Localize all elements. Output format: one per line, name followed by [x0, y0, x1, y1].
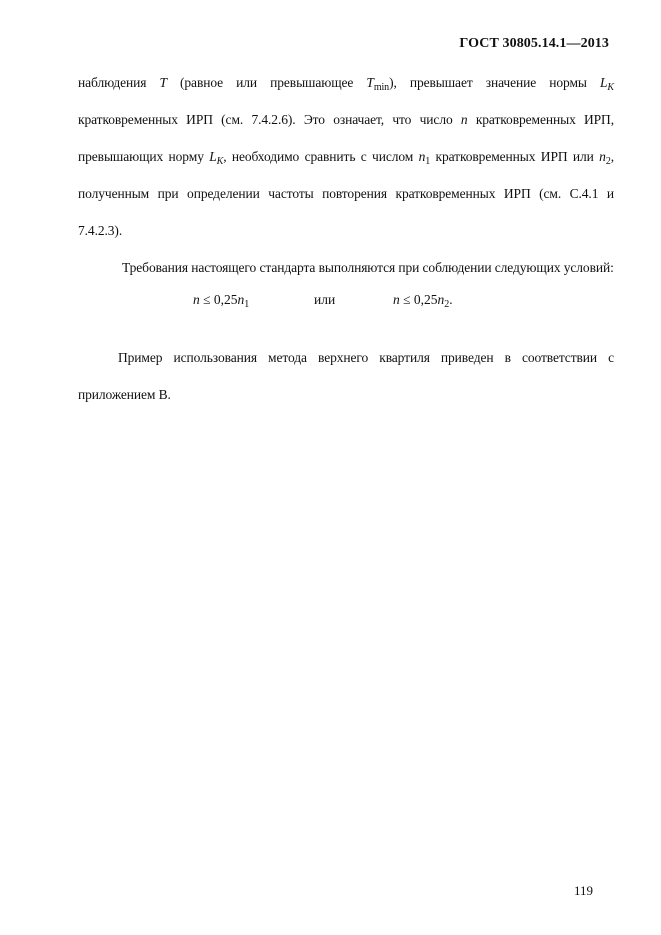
symbol-Tmin-subscript: min [373, 82, 390, 93]
symbol-LK-2: L [209, 149, 217, 164]
symbol-n: n [460, 112, 468, 127]
paragraph-example: Пример использования метода верхнего квартиля приведен в соответствии с приложением В. [78, 350, 614, 402]
p1-text-2: (равное или превышающее [166, 75, 367, 90]
symbol-LK: L [599, 75, 608, 90]
spacer [78, 323, 614, 339]
formula-conditions [78, 286, 614, 323]
formula-or: или [314, 292, 336, 307]
formula-left: $n \le 0,25n_1$ [193, 292, 250, 310]
document-header: ГОСТ 30805.14.1—2013 [459, 36, 609, 51]
p1-text-7: кратковременных ИРП или [430, 149, 600, 164]
symbol-LK-2-subscript: K [216, 156, 224, 167]
symbol-n1-subscript: 1 [425, 156, 431, 167]
paragraph-requirements: Требования настоящего стандарта выполняются при соблюдении следующих условий: [122, 260, 614, 275]
formula-right: $n \le 0,25n_2$. [393, 292, 453, 310]
symbol-n2-subscript: 2 [605, 156, 611, 167]
page-number: 119 [574, 883, 594, 898]
p1-text-4: кратковременных ИРП (см. 7.4.2.6). Это означает, что число [78, 112, 461, 127]
p1-text-5: кратковременных ИРП, превышающих норму [78, 112, 614, 164]
p1-text-3: ), превышает значение нормы [389, 75, 600, 90]
symbol-n1: n [418, 149, 426, 164]
page-body [78, 64, 614, 413]
symbol-Tmin: T [366, 75, 374, 90]
symbol-T: T [159, 75, 167, 90]
p1-text-8: , полученным при определении частоты повторения кратковременных ИРП (см. С.4.1 и 7.4.2.3). [78, 149, 614, 238]
p1-text-6: , необходимо сравнить с числом [223, 149, 419, 164]
paragraph-observation [78, 64, 614, 249]
symbol-n2: n [599, 149, 606, 164]
p1-text-1: наблюдения [78, 75, 160, 90]
symbol-LK-subscript: K [607, 82, 614, 93]
